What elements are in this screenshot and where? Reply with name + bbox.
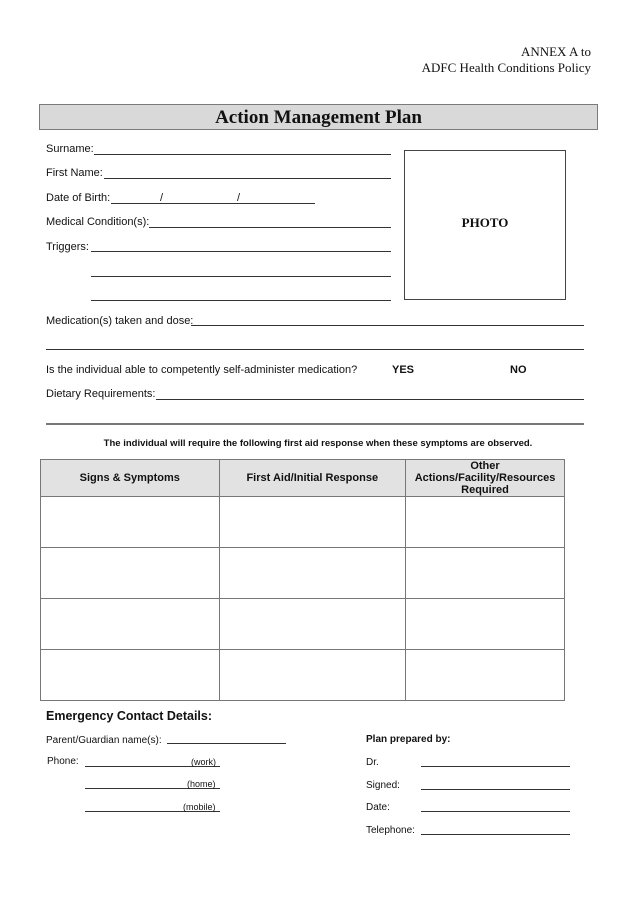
annex-line-2: ADFC Health Conditions Policy — [421, 60, 591, 75]
table-cell[interactable] — [219, 599, 405, 650]
triggers-field-2[interactable] — [91, 276, 391, 277]
signed-label: Signed: — [366, 780, 400, 791]
first-name-label: First Name: — [46, 167, 103, 179]
telephone-label: Telephone: — [366, 825, 415, 836]
medical-conditions-label: Medical Condition(s): — [46, 216, 150, 228]
table-row — [41, 497, 565, 548]
dietary-label: Dietary Requirements: — [46, 388, 156, 400]
date-label: Date: — [366, 802, 390, 813]
guardian-field[interactable] — [167, 743, 286, 744]
title-bar — [39, 104, 598, 130]
dob-separator-1: / — [160, 192, 164, 204]
page-title: Action Management Plan — [215, 107, 422, 128]
dob-label: Date of Birth: — [46, 192, 111, 204]
triggers-field-1[interactable] — [91, 251, 391, 252]
medication-label: Medication(s) taken and dose: — [46, 315, 194, 327]
phone-work-label: (work) — [191, 757, 216, 767]
table-cell[interactable] — [406, 650, 565, 701]
yes-option[interactable]: YES — [392, 364, 415, 376]
first-aid-note: The individual will require the following first aid response when these symptoms are observed. — [103, 438, 533, 449]
annex-line-1: ANNEX A to — [520, 44, 591, 59]
table-cell[interactable] — [41, 548, 220, 599]
dietary-field-1[interactable] — [156, 399, 584, 400]
header-first-aid: First Aid/Initial Response — [219, 460, 405, 497]
surname-label: Surname: — [46, 143, 94, 155]
date-field[interactable] — [421, 811, 570, 812]
table-cell[interactable] — [406, 599, 565, 650]
first-aid-table — [40, 459, 565, 701]
self-admin-question: Is the individual able to competently self-administer medication? — [46, 364, 358, 376]
telephone-field[interactable] — [421, 834, 570, 835]
medical-conditions-field[interactable] — [149, 227, 391, 228]
signed-field[interactable] — [421, 789, 570, 790]
dietary-field-2[interactable] — [46, 423, 584, 425]
table-row — [41, 650, 565, 701]
table-cell[interactable] — [219, 548, 405, 599]
guardian-label: Parent/Guardian name(s): — [46, 735, 162, 746]
table-cell[interactable] — [219, 650, 405, 701]
photo-label: PHOTO — [461, 215, 509, 230]
table-cell[interactable] — [41, 599, 220, 650]
no-option[interactable]: NO — [510, 364, 527, 376]
phone-label: Phone: — [47, 756, 79, 767]
triggers-field-3[interactable] — [91, 300, 391, 301]
medication-field-2[interactable] — [46, 349, 584, 350]
table-row — [41, 599, 565, 650]
phone-mobile-label: (mobile) — [183, 802, 216, 812]
dr-label: Dr. — [366, 757, 379, 768]
dob-separator-2: / — [237, 192, 241, 204]
header-other-actions: Other Actions/Facility/Resources Required — [406, 460, 565, 497]
emergency-heading: Emergency Contact Details: — [46, 709, 213, 723]
header-signs-symptoms: Signs & Symptoms — [41, 460, 220, 497]
triggers-label: Triggers: — [46, 241, 89, 253]
surname-field[interactable] — [94, 154, 391, 155]
table-row — [41, 548, 565, 599]
dob-field[interactable] — [111, 203, 315, 204]
photo-box — [404, 150, 566, 300]
table-cell[interactable] — [406, 548, 565, 599]
table-cell[interactable] — [41, 497, 220, 548]
phone-home-label: (home) — [187, 779, 216, 789]
table-cell[interactable] — [219, 497, 405, 548]
medication-field-1[interactable] — [191, 325, 584, 326]
dr-field[interactable] — [421, 766, 570, 767]
table-cell[interactable] — [406, 497, 565, 548]
first-name-field[interactable] — [104, 178, 391, 179]
table-cell[interactable] — [41, 650, 220, 701]
prepared-heading: Plan prepared by: — [366, 734, 451, 745]
